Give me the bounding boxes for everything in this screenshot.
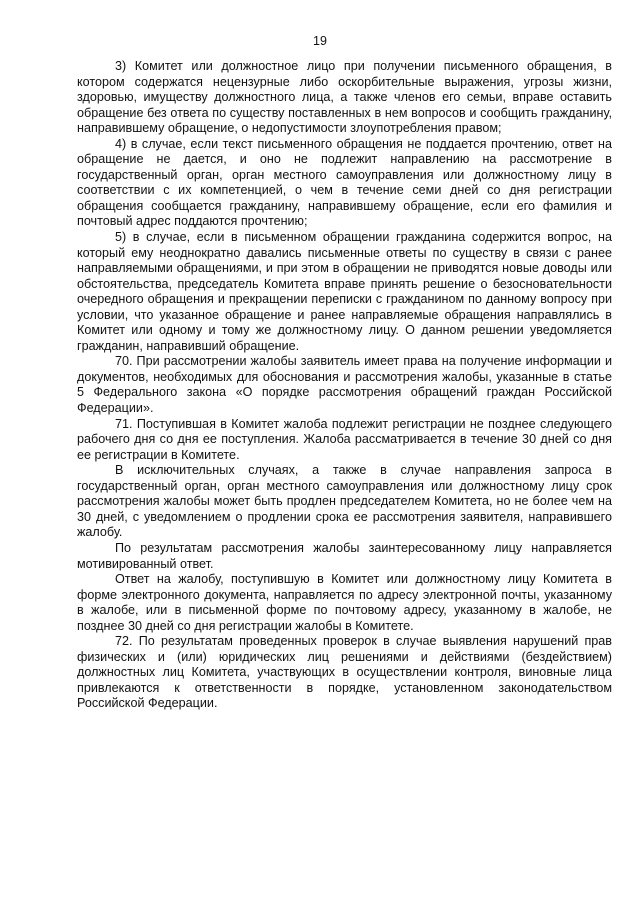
page-number: 19	[313, 34, 327, 48]
paragraph-item-4: 4) в случае, если текст письменного обращения не поддается прочтению, ответ на обращение не дается, и оно не подлежит направлению на рассмотрение в государственный орган, орган местного самоуправления или должностному лицу в соответствии с их компетенцией, о чем в течение семи дней со дня регистрации обращения сообщается гражданину, направившему обращение, если его фамилия и почтовый адрес поддаются прочтению;	[77, 136, 612, 229]
document-body	[77, 59, 612, 712]
paragraph-item-5: 5) в случае, если в письменном обращении гражданина содержится вопрос, на который ему неоднократно давались письменные ответы по существу в связи с ранее направляемыми обращениями, и при этом в обращении не приводятся новые доводы или обстоятельства, председатель Комитета вправе принять решение о безосновательности очередного обращения и прекращении переписки с гражданином по данному вопросу при условии, что указанное обращение и ранее направляемые обращения направлялись в Комитет или одному и тому же должностному лицу. О данном решении уведомляется гражданин, направивший обращение.	[77, 230, 612, 353]
paragraph-exceptional-cases: В исключительных случаях, а также в случае направления запроса в государственный орган, орган местного самоуправления или должностному лицу срок рассмотрения жалобы может быть продлен председателем Комитета, но не более чем на 30 дней, с уведомлением о продлении срока ее рассмотрения заявителя, направившего жалобу.	[77, 463, 612, 540]
paragraph-clause-70: 70. При рассмотрении жалобы заявитель имеет права на получение информации и документов, необходимых для обоснования и рассмотрения жалобы, указанные в статье 5 Федерального закона «О порядке рассмотрения обращений граждан Российской Федерации».	[77, 354, 612, 416]
paragraph-item-3: 3) Комитет или должностное лицо при получении письменного обращения, в котором содержатся нецензурные либо оскорбительные выражения, угрозы жизни, здоровью, имуществу должностного лица, а также членов его семьи, вправе оставить обращение без ответа по существу поставленных в нем вопросов и сообщить гражданину, направившему обращение, о недопустимости злоупотребления правом;	[77, 59, 612, 136]
paragraph-electronic-answer: Ответ на жалобу, поступившую в Комитет или должностному лицу Комитета в форме электронного документа, направляется по адресу электронной почты, указанному в жалобе, или в письменной форме по почтовому адресу, указанному в жалобе, не позднее 30 дней со дня регистрации жалобы в Комитете.	[77, 572, 612, 633]
paragraph-clause-72: 72. По результатам проведенных проверок в случае выявления нарушений прав физических и (или) юридических лиц решениями и действиями (бездействием) должностных лиц Комитета, участвующих в осуществлении контроля, виновные лица привлекаются к ответственности в порядке, установленном законодательством Российской Федерации.	[77, 634, 612, 711]
paragraph-motivated-answer: По результатам рассмотрения жалобы заинтересованному лицу направляется мотивированный ответ.	[77, 540, 612, 571]
paragraph-clause-71: 71. Поступившая в Комитет жалоба подлежит регистрации не позднее следующего рабочего дня со дня ее поступления. Жалоба рассматривается в течение 30 дней со дня ее регистрации в Комитете.	[77, 416, 612, 462]
